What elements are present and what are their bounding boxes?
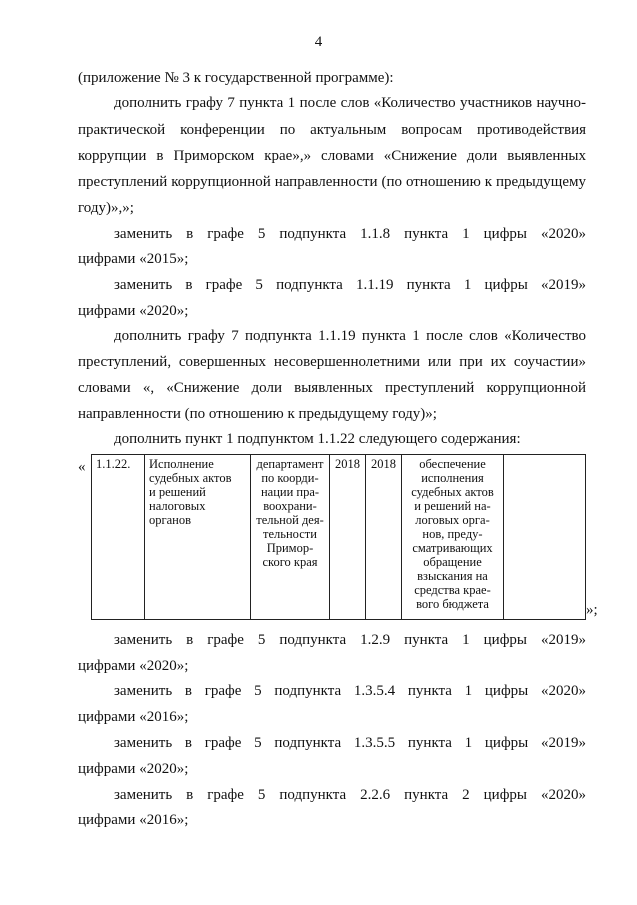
- text-line: заменить в графе 5 подпункта 1.1.8 пункта 1 цифры «2020»: [114, 226, 586, 242]
- text-line: дополнить пункт 1 подпунктом 1.1.22 следующего содержания:: [114, 431, 521, 447]
- text-line: дополнить графу 7 подпункта 1.1.19 пункта 1 после слов «Количество: [114, 328, 586, 344]
- text-line: цифрами «2016»;: [78, 812, 189, 828]
- text-line: цифрами «2020»;: [78, 303, 189, 319]
- text-line: (приложение № 3 к государственной программе):: [78, 70, 394, 86]
- text-line: заменить в графе 5 подпункта 1.3.5.4 пункта 1 цифры «2020»: [114, 683, 586, 699]
- text-line: заменить в графе 5 подпункта 2.2.6 пункта 2 цифры «2020»: [114, 787, 586, 803]
- cell-result: обеспечение исполнения судебных актов и решений на- логовых орга- нов, преду- сматривающих обращение взыскания на средства крае- вого бюджета: [402, 455, 504, 620]
- text-line: цифрами «2015»;: [78, 251, 189, 267]
- closing-quote: »;: [586, 602, 598, 618]
- text-line: году)»,»;: [78, 200, 134, 216]
- inserted-table: [91, 454, 586, 620]
- page-number: 4: [314, 34, 323, 50]
- text-line: практической конференции по актуальным вопросам противодействия: [78, 122, 586, 138]
- text-line: цифрами «2020»;: [78, 761, 189, 777]
- text-line: цифрами «2016»;: [78, 709, 189, 725]
- text-line: дополнить графу 7 пункта 1 после слов «Количество участников научно-: [114, 95, 586, 111]
- cell-empty: [504, 455, 586, 620]
- text-line: преступлений, совершенных несовершеннолетними или при их соучастии»: [78, 354, 586, 370]
- text-line: словами «, «Снижение доли выявленных преступлений коррупционной: [78, 380, 586, 396]
- table-row: [92, 455, 586, 620]
- text-line: коррупции в Приморском крае»,» словами «Снижение доли выявленных: [78, 148, 586, 164]
- cell-number: 1.1.22.: [92, 455, 145, 620]
- text-line: цифрами «2020»;: [78, 658, 189, 674]
- text-line: преступлений коррупционной направленности (по отношению к предыдущему: [78, 174, 586, 190]
- opening-quote: «: [78, 459, 86, 475]
- text-line: направленности (по отношению к предыдущему году)»;: [78, 406, 437, 422]
- text-line: заменить в графе 5 подпункта 1.2.9 пункта 1 цифры «2019»: [114, 632, 586, 648]
- cell-measure-name: Исполнение судебных актов и решений налоговых органов: [145, 455, 251, 620]
- cell-executor: департамент по коорди- нации пра- воохрани- тельной дея- тельности Примор- ского края: [251, 455, 330, 620]
- cell-year-start: 2018: [330, 455, 366, 620]
- text-line: заменить в графе 5 подпункта 1.3.5.5 пункта 1 цифры «2019»: [114, 735, 586, 751]
- cell-year-end: 2018: [366, 455, 402, 620]
- text-line: заменить в графе 5 подпункта 1.1.19 пункта 1 цифры «2019»: [114, 277, 586, 293]
